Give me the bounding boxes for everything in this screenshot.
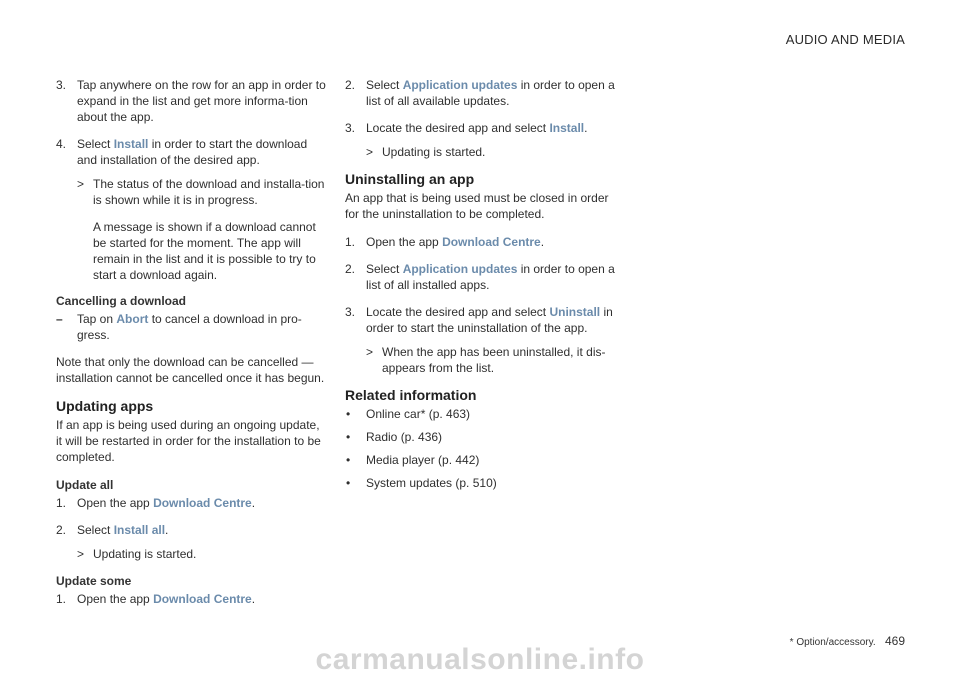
related-link[interactable] bbox=[345, 452, 615, 468]
step-text: in order to start the uninstallation of the app. bbox=[366, 305, 613, 335]
step-number: 1. bbox=[56, 496, 67, 510]
step-text: in order to open a list of all installed apps. bbox=[366, 262, 615, 292]
bullet-marker: • bbox=[346, 476, 351, 490]
related-link-text: Online car* (p. 463) bbox=[366, 407, 471, 421]
update-all-result bbox=[56, 546, 326, 562]
application-updates-label: Application updates bbox=[402, 262, 518, 276]
update-all-heading: Update all bbox=[56, 478, 114, 492]
update-all-step-2 bbox=[56, 522, 326, 538]
left-column bbox=[56, 77, 326, 618]
step-text: . bbox=[251, 592, 256, 606]
step-text: Select bbox=[366, 262, 403, 276]
result-text: Updating is started. bbox=[382, 145, 486, 159]
update-some-heading: Update some bbox=[56, 574, 132, 588]
step-number: 3. bbox=[56, 78, 67, 92]
step-number: 2. bbox=[56, 523, 67, 537]
step-text: in order to open a list of all available updates. bbox=[366, 78, 615, 108]
update-some-step-1 bbox=[56, 591, 326, 607]
uninstall-label: Uninstall bbox=[549, 305, 601, 319]
related-link[interactable] bbox=[345, 475, 615, 491]
updating-apps-text: If an app is being used during an ongoing update, it will be restarted in order for the installation to be completed. bbox=[56, 418, 321, 464]
right-column bbox=[345, 77, 615, 498]
item-text: Tap on bbox=[77, 312, 117, 326]
dash-marker: – bbox=[56, 312, 63, 326]
update-some-step-3 bbox=[345, 120, 615, 136]
download-note: A message is shown if a download cannot be started for the moment. The app will remain in the list and it is possible to try to start a download again. bbox=[93, 220, 316, 282]
step-text: . bbox=[584, 121, 588, 135]
step-text: Open the app bbox=[77, 496, 154, 510]
footnote: * Option/accessory. bbox=[789, 637, 876, 648]
step-number: 3. bbox=[345, 305, 356, 319]
uninstalling-heading: Uninstalling an app bbox=[345, 171, 475, 187]
update-all-step-1 bbox=[56, 495, 326, 511]
related-information-heading: Related information bbox=[345, 387, 477, 403]
uninstall-result bbox=[345, 344, 615, 376]
section-header: AUDIO AND MEDIA bbox=[785, 32, 905, 47]
update-some-result bbox=[345, 144, 615, 160]
bullet-marker: • bbox=[346, 407, 351, 421]
result-arrow: > bbox=[366, 345, 374, 359]
page-number: 469 bbox=[884, 634, 905, 648]
download-centre-label: Download Centre bbox=[153, 592, 252, 606]
step-3 bbox=[56, 77, 326, 125]
step-text: Select bbox=[77, 137, 114, 151]
step-text: Open the app bbox=[366, 235, 443, 249]
step-text: Locate the desired app and select bbox=[366, 121, 550, 135]
step-text: Select bbox=[77, 523, 114, 537]
download-centre-label: Download Centre bbox=[153, 496, 252, 510]
step-number: 1. bbox=[56, 592, 67, 606]
step-text: Tap anywhere on the row for an app in order to expand in the list and get more informa-tion about the app. bbox=[77, 78, 326, 124]
result-arrow: > bbox=[366, 145, 374, 159]
download-centre-label: Download Centre bbox=[442, 235, 541, 249]
step-4 bbox=[56, 136, 326, 168]
step-number: 1. bbox=[345, 235, 356, 249]
bullet-marker: • bbox=[346, 430, 351, 444]
result-arrow: > bbox=[77, 177, 85, 191]
cancelling-heading: Cancelling a download bbox=[56, 294, 187, 308]
related-link[interactable] bbox=[345, 429, 615, 445]
update-some-step-2 bbox=[345, 77, 615, 109]
related-link-text: System updates (p. 510) bbox=[366, 476, 497, 490]
updating-apps-heading: Updating apps bbox=[56, 398, 154, 414]
step-number: 2. bbox=[345, 262, 356, 276]
abort-menu-label: Abort bbox=[116, 312, 149, 326]
application-updates-label: Application updates bbox=[402, 78, 518, 92]
uninstall-step-1 bbox=[345, 234, 615, 250]
uninstall-step-2 bbox=[345, 261, 615, 293]
step-text: Open the app bbox=[77, 592, 154, 606]
related-link-text: Media player (p. 442) bbox=[366, 453, 480, 467]
cancel-note: Note that only the download can be cancelled — installation cannot be cancelled once it has begun. bbox=[56, 355, 325, 385]
related-link[interactable] bbox=[345, 406, 615, 422]
install-label: Install bbox=[549, 121, 585, 135]
uninstalling-text: An app that is being used must be closed in order for the uninstallation to be completed. bbox=[345, 191, 609, 221]
step-text: . bbox=[251, 496, 256, 510]
watermark-logo: carmanualsonline.info bbox=[315, 643, 645, 676]
related-link-text: Radio (p. 436) bbox=[366, 430, 443, 444]
uninstall-step-3 bbox=[345, 304, 615, 336]
result-arrow: > bbox=[77, 547, 85, 561]
bullet-marker: • bbox=[346, 453, 351, 467]
step-number: 3. bbox=[345, 121, 356, 135]
result-text: When the app has been uninstalled, it dis-appears from the list. bbox=[382, 345, 606, 375]
step-number: 4. bbox=[56, 137, 67, 151]
step-4-result bbox=[56, 176, 326, 208]
step-text: . bbox=[540, 235, 545, 249]
cancel-item bbox=[56, 311, 326, 343]
install-all-label: Install all bbox=[113, 523, 166, 537]
step-text: Locate the desired app and select bbox=[366, 305, 550, 319]
step-text: . bbox=[165, 523, 169, 537]
step-number: 2. bbox=[345, 78, 356, 92]
item-text: to cancel a download in pro-gress. bbox=[77, 312, 302, 342]
step-text: in order to start the download and installation of the desired app. bbox=[77, 137, 308, 167]
step-text: Select bbox=[366, 78, 403, 92]
install-menu-label: Install bbox=[113, 137, 149, 151]
result-text: Updating is started. bbox=[93, 547, 197, 561]
result-text: The status of the download and installa-tion is shown while it is in progress. bbox=[93, 177, 325, 207]
